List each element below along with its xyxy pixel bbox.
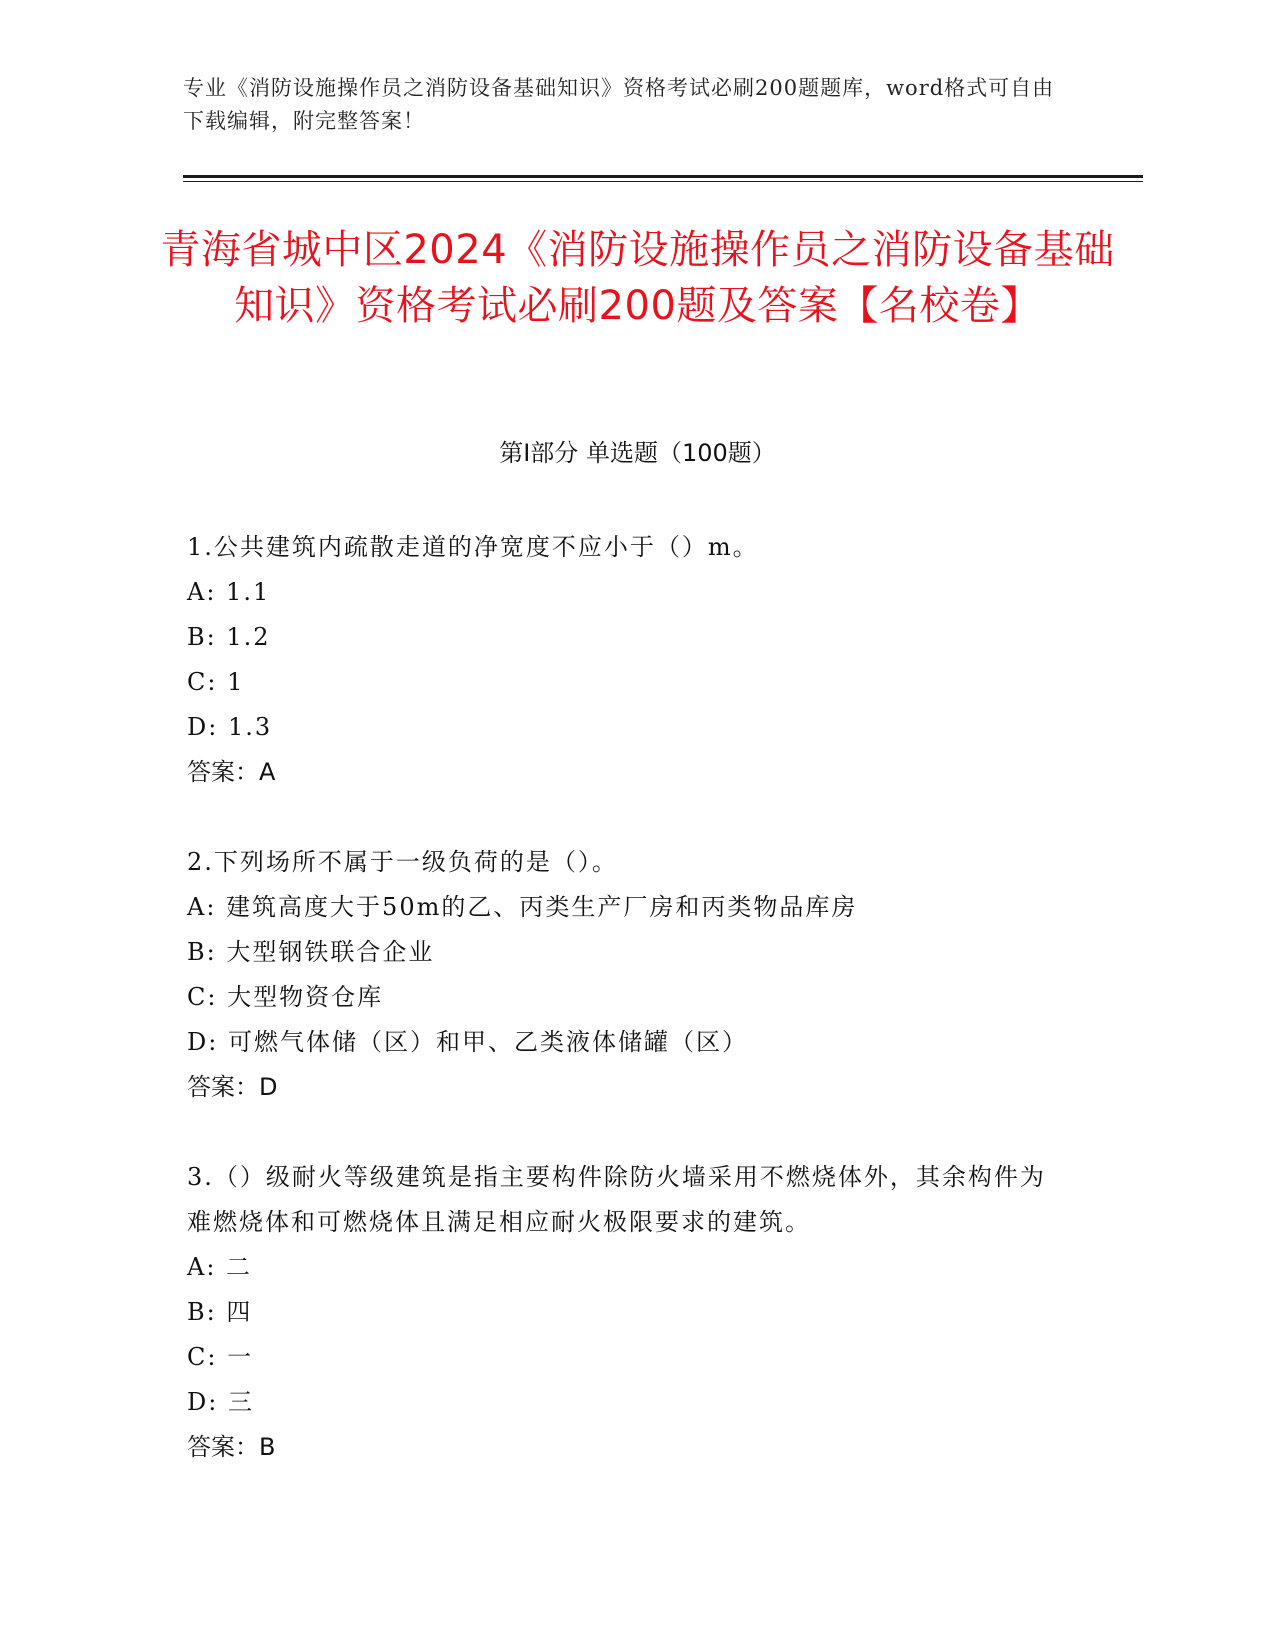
question-list [187, 525, 1067, 1515]
option-d: D: 可燃气体储（区）和甲、乙类液体储罐（区） [187, 1028, 748, 1056]
answer-line: 答案：B [187, 1433, 276, 1461]
question-text: 3.（）级耐火等级建筑是指主要构件除防火墙采用不燃烧体外，其余构件为难燃烧体和可燃烧体且满足相应耐火极限要求的建筑。 [187, 1163, 1046, 1236]
option-c: C: 1 [187, 668, 245, 696]
option-c: C: 大型物资仓库 [187, 983, 384, 1011]
section-heading: 第I部分 单选题（100题） [499, 439, 776, 467]
question-item [187, 1155, 1067, 1470]
header-divider-thin [183, 181, 1143, 182]
option-a: A: 二 [187, 1253, 253, 1281]
option-a: A: 1.1 [187, 578, 271, 606]
answer-line: 答案：D [187, 1073, 278, 1101]
option-a: A: 建筑高度大于50m的乙、丙类生产厂房和丙类物品库房 [187, 893, 858, 921]
option-b: B: 四 [187, 1298, 253, 1326]
option-d: D: 三 [187, 1388, 254, 1416]
question-item [187, 840, 1067, 1110]
option-b: B: 大型钢铁联合企业 [187, 938, 435, 966]
option-d: D: 1.3 [187, 713, 273, 741]
option-b: B: 1.2 [187, 623, 271, 651]
document-title: 青海省城中区2024《消防设施操作员之消防设备基础知识》资格考试必刷200题及答案【名校卷】 [160, 227, 1115, 329]
option-c: C: 一 [187, 1343, 254, 1371]
question-item [187, 525, 1067, 795]
header-note: 专业《消防设施操作员之消防设备基础知识》资格考试必刷200题题库，word格式可自由下载编辑，附完整答案！ [183, 76, 1055, 133]
question-text: 2.下列场所不属于一级负荷的是（）。 [187, 848, 618, 876]
answer-line: 答案：A [187, 758, 276, 786]
header-divider-thick [183, 175, 1143, 178]
question-text: 1.公共建筑内疏散走道的净宽度不应小于（）m。 [187, 533, 759, 561]
